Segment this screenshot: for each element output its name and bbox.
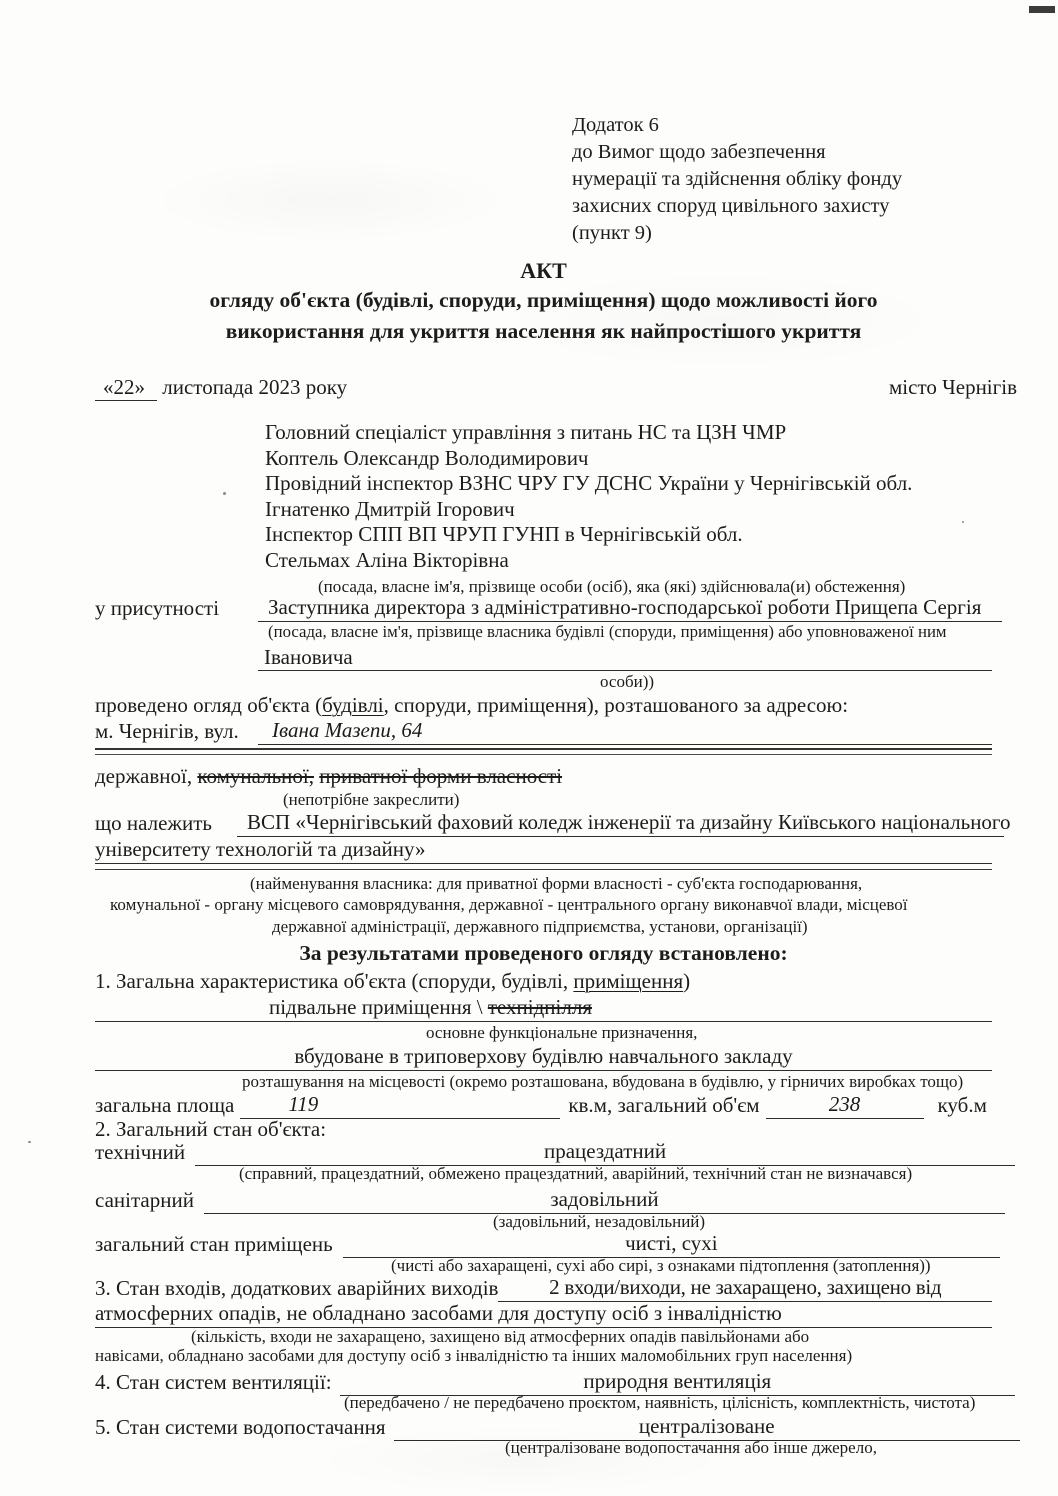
item5-caption: (централізоване водопостачання або інше джерело, (505, 1438, 877, 1457)
object-text-after: , споруди, приміщення), розташованого за адресою: (383, 693, 849, 717)
inspectors-block (265, 420, 1005, 573)
address-label: м. Чернігів, вул. (95, 719, 239, 743)
item5-row (95, 1413, 1020, 1441)
object-line (95, 692, 992, 718)
item1-purpose-struck: техпідпілля (487, 995, 592, 1019)
item1-location-caption: розташування на місцевості (окремо розташована, вбудована в будівлю, у гірничих виробках тощо) (242, 1072, 964, 1091)
item4-row (95, 1368, 1015, 1396)
belongs-label: що належить (95, 811, 212, 835)
belongs-rule (95, 869, 992, 870)
belongs-row (95, 808, 1011, 837)
act-subtitle-1: огляду об'єкта (будівлі, споруди, приміщення) щодо можливості його (209, 288, 878, 312)
item1-area-row (95, 1090, 992, 1119)
blank-rule (95, 748, 992, 755)
volume-value: 238 (766, 1090, 924, 1119)
appendix-line-2: до Вимог щодо забезпечення (572, 141, 826, 163)
item2-sanitary-row (95, 1186, 1005, 1214)
item3-value-2: атмосферних опадів, не обладнано засобами для доступу осіб з інвалідністю (95, 1300, 992, 1328)
presence-row (95, 594, 1002, 622)
technical-label: технічний (95, 1140, 186, 1164)
belongs-caption-2: комунальної - органу місцевого самоврядування, державної - центрального органу виконавчої влади, місцевої (110, 895, 908, 914)
inspector-line-2: Коптель Олександр Володимирович (265, 445, 589, 470)
object-text-before: проведено огляд об'єкта ( (95, 693, 323, 717)
item1-word-underlined: приміщення (573, 969, 684, 993)
ownership-caption: (непотрібне закреслити) (283, 790, 460, 809)
item1-purpose-caption: основне функціональне призначення, (426, 1023, 698, 1042)
item1-purpose-row (95, 994, 992, 1022)
item3-row-1 (95, 1274, 992, 1302)
results-heading: За результатами проведеного огляду встановлено: (299, 941, 788, 965)
item5-label: 5. Стан системи водопостачання (95, 1415, 386, 1439)
ownership-kept: державної, (95, 764, 193, 788)
volume-label: кв.м, загальний об'єм (568, 1093, 760, 1117)
belongs-caption-3: державної адміністрації, державного підприємства, установи, організації) (272, 917, 808, 936)
item2-rooms-caption: (чисті або захаращені, сухі або сирі, з ознаками підтоплення (затоплення)) (391, 1256, 931, 1275)
scan-speck (28, 1141, 31, 1143)
presence-label: у присутності (95, 596, 220, 620)
inspector-line-3: Провідний інспектор ВЗНС ЧРУ ГУ ДСНС України у Чернігівській обл. (265, 471, 913, 495)
scan-speck (223, 492, 226, 495)
item2-heading: 2. Загальний стан об'єкта: (95, 1117, 327, 1141)
address-value: Івана Мазепи, 64 (258, 716, 992, 745)
presence-caption2: особи)) (600, 672, 655, 691)
presence-value2-row (258, 644, 992, 671)
sanitary-value: задовільний (204, 1186, 1005, 1214)
item1-location-row (95, 1042, 992, 1071)
presence-caption: (посада, власне ім'я, прізвище власника будівлі (споруди, приміщення) або уповноваженої ним (268, 622, 947, 641)
item2-technical-row (95, 1138, 1015, 1166)
item1-purpose-value (95, 994, 992, 1022)
item3-caption-2: навісами, обладнано засобами для доступу осіб з інвалідністю та інших маломобільних груп населення) (95, 1346, 853, 1365)
item3-caption-1: (кількість, входи не захаращено, захищено від атмосферних опадів павільйонами або (191, 1327, 810, 1346)
sanitary-label: санітарний (95, 1188, 194, 1212)
item3-row-2 (95, 1300, 992, 1328)
object-word-underlined: будівлі (322, 693, 384, 717)
item1-text-after: ) (683, 969, 691, 993)
date-left (95, 374, 347, 400)
rooms-value: чисті, сухі (343, 1230, 1000, 1258)
item1-heading (95, 968, 992, 994)
technical-value: працездатний (195, 1138, 1015, 1166)
inspector-line-1: Головний спеціаліст управління з питань НС та ЦЗН ЧМР (265, 420, 787, 444)
item3-value-1: 2 входи/виходи, не захаращено, захищено від (498, 1274, 992, 1302)
belongs-row-2 (95, 836, 992, 864)
inspector-line-5: Інспектор СПП ВП ЧРУП ГУНП в Чернігівській обл. (265, 522, 743, 546)
appendix-line-1: Додаток 6 (572, 114, 659, 136)
item5-value: централізоване (394, 1413, 1021, 1441)
city-label: місто Чернігів (889, 375, 1017, 399)
date-line (95, 374, 1017, 400)
item4-caption: (передбачено / не передбачено проєктом, наявність, цілісність, комплектність, чистота) (344, 1393, 976, 1412)
scan-artifact-corner (1029, 6, 1055, 13)
belongs-caption-1: (найменування власника: для приватної форми власності - суб'єкта господарювання, (250, 874, 863, 893)
item2-rooms-row (95, 1230, 1000, 1258)
item1-text-before: 1. Загальна характеристика об'єкта (споруди, будівлі, (95, 969, 574, 993)
act-subtitle-2: використання для укриття населення як найпростішого укриття (225, 319, 862, 343)
ownership-struck-pryvatnoi: приватної форми власності (319, 764, 563, 788)
belongs-value-1: ВСП «Чернігівський фаховий коледж інженерії та дизайну Київського національного (237, 808, 1004, 837)
rooms-label: загальний стан приміщень (95, 1232, 333, 1256)
inspectors-caption: (посада, власне ім'я, прізвище особи (осіб), яка (які) здійснювала(и) обстеження) (318, 577, 906, 596)
ownership-struck-komunalnoi: комунальної, (197, 764, 314, 788)
inspector-line-6: Стельмах Аліна Вікторівна (265, 547, 509, 572)
appendix-line-5: (пункт 9) (572, 222, 652, 244)
item4-label: 4. Стан систем вентиляції: (95, 1370, 332, 1394)
presence-value2: Івановича (258, 644, 992, 671)
area-value: 119 (240, 1090, 560, 1119)
date-day: «22» (95, 375, 157, 401)
item1-purpose-text: підвальне приміщення \ (268, 995, 483, 1019)
inspector-line-4: Ігнатенко Дмитрій Ігорович (265, 496, 515, 521)
item3-label: 3. Стан входів, додаткових аварійних виходів (95, 1276, 499, 1300)
area-label: загальна площа (95, 1093, 235, 1117)
date-tail: листопада 2023 року (162, 375, 348, 399)
appendix-line-3: нумерації та здійснення обліку фонду (572, 168, 903, 190)
belongs-value-2: університету технологій та дизайну» (95, 836, 992, 864)
address-row (95, 716, 992, 745)
volume-unit: куб.м (937, 1093, 987, 1117)
item4-value: природня вентиляція (340, 1368, 1015, 1396)
appendix-line-4: захисних споруд цивільного захисту (572, 195, 890, 217)
item2-technical-caption: (справний, працездатний, обмежено працездатний, аварійний, технічний стан не визначався) (239, 1164, 913, 1183)
presence-value: Заступника директора з адміністративно-господарської роботи Прищепа Сергія (258, 594, 1002, 622)
item1-location-value: вбудоване в триповерхову будівлю навчального закладу (95, 1042, 992, 1071)
item2-sanitary-caption: (задовільний, незадовільний) (493, 1212, 706, 1231)
ownership-line (95, 763, 992, 789)
appendix-note (572, 112, 1012, 247)
act-title: АКТ (520, 258, 567, 283)
